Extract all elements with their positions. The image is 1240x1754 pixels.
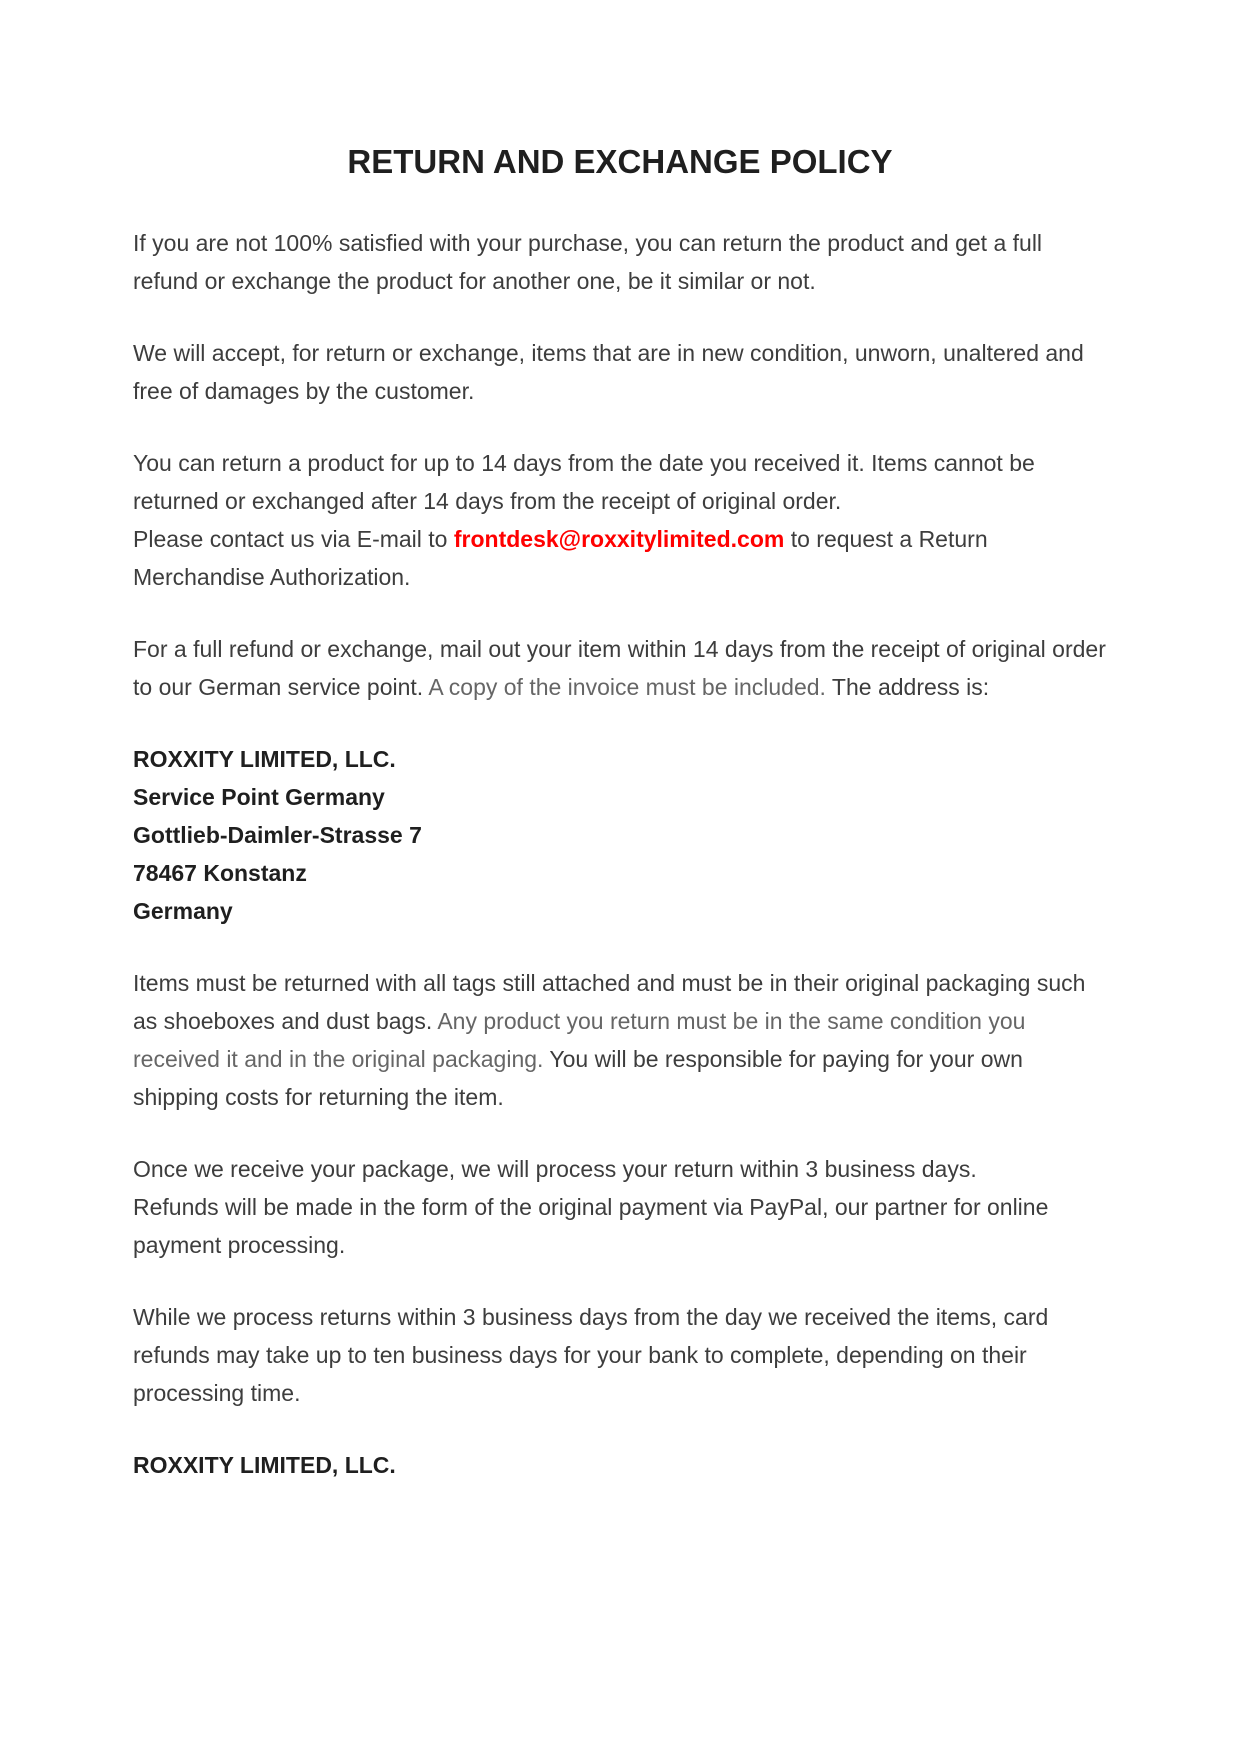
text-run: You will be responsible for paying for your own shipping costs for returning the item. [133, 1046, 1023, 1110]
text-run: The address is: [831, 674, 990, 700]
text-run: For a full refund or exchange, mail out your item within 14 days from the receipt of original order to our German service point. [133, 636, 1106, 700]
text-run: Any product you return must be in the same condition you received it and in the original packaging. [133, 1008, 1026, 1072]
text-run: A copy of the invoice must be included. [428, 674, 832, 700]
intro-paragraph [133, 224, 1107, 300]
document-body [133, 224, 1107, 1484]
processing-time-paragraph [133, 1150, 1107, 1264]
text-run: 78467 Konstanz [133, 860, 307, 886]
text-run: Gottlieb-Daimler-Strasse 7 [133, 822, 422, 848]
text-run: Germany [133, 898, 233, 924]
text-run: Service Point Germany [133, 784, 385, 810]
text-run: ROXXITY LIMITED, LLC. [133, 1452, 396, 1478]
document-title: RETURN AND EXCHANGE POLICY [347, 143, 893, 180]
text-run: Once we receive your package, we will process your return within 3 business days. [133, 1156, 977, 1182]
acceptance-conditions-paragraph [133, 334, 1107, 410]
service-point-address [133, 740, 1107, 930]
text-run: You can return a product for up to 14 days from the date you received it. Items cannot be returned or exchanged after 14 days from the receipt of original order. [133, 450, 1035, 514]
packaging-requirements-paragraph [133, 964, 1107, 1116]
text-run: to request a Return Merchandise Authorization. [133, 526, 988, 590]
text-run: Please contact us via E-mail to [133, 526, 454, 552]
text-run: Items must be returned with all tags still attached and must be in their original packaging such as shoeboxes and dust bags. [133, 970, 1086, 1034]
text-run: If you are not 100% satisfied with your purchase, you can return the product and get a full refund or exchange the product for another one, be it similar or not. [133, 230, 1043, 294]
text-run: Refunds will be made in the form of the original payment via PayPal, our partner for online payment processing. [133, 1194, 1049, 1258]
text-run: While we process returns within 3 business days from the day we received the items, card refunds may take up to ten business days for your bank to complete, depending on their processing time. [133, 1304, 1049, 1406]
text-run: ROXXITY LIMITED, LLC. [133, 746, 396, 772]
email-address: frontdesk@roxxitylimited.com [453, 526, 785, 552]
text-run: We will accept, for return or exchange, items that are in new condition, unworn, unaltered and free of damages by the customer. [133, 340, 1084, 404]
closing-signature [133, 1446, 1107, 1484]
return-window-paragraph [133, 444, 1107, 596]
mailing-instructions-paragraph [133, 630, 1107, 706]
card-refund-timing-paragraph [133, 1298, 1107, 1412]
